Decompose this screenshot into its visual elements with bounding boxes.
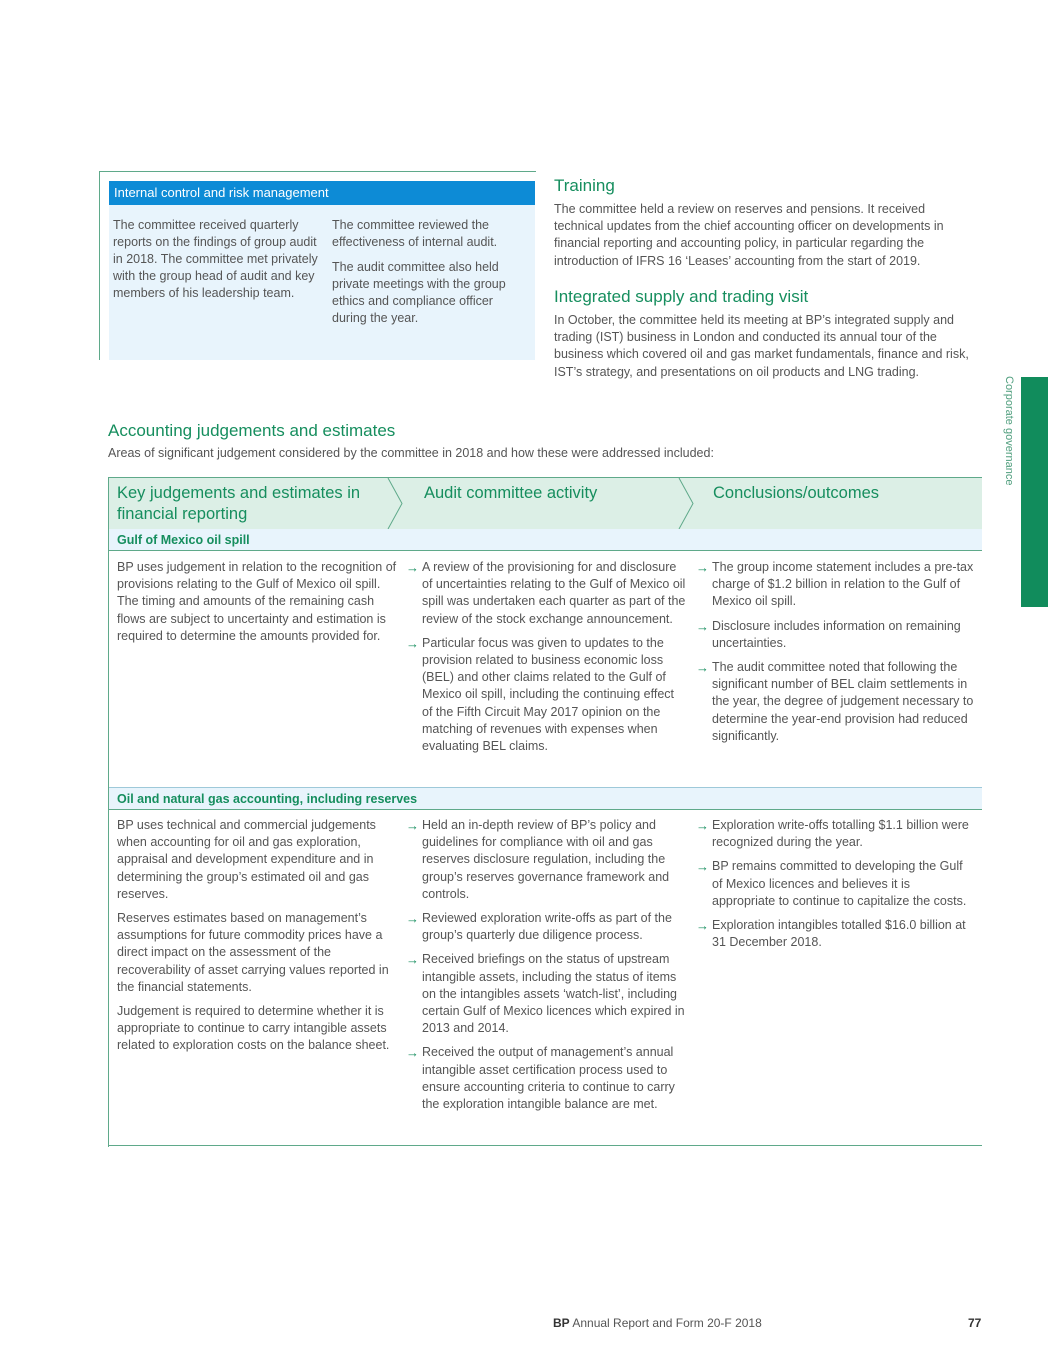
internal-control-col1 xyxy=(113,217,318,310)
arrow-right-icon: → xyxy=(696,859,709,875)
list-item: → Exploration intangibles totalled $16.0 billion at 31 December 2018. xyxy=(696,918,966,950)
activity-cell xyxy=(406,559,686,762)
section-heading: Oil and natural gas accounting, including reserves xyxy=(109,787,982,810)
internal-control-box xyxy=(99,171,536,360)
section-tab-marker xyxy=(1021,377,1048,607)
page-number: 77 xyxy=(968,1316,982,1330)
section-side-label xyxy=(999,376,1019,496)
list-item: → Reviewed exploration write-offs as part of the group’s quarterly due diligence process. xyxy=(406,911,672,943)
column-header-judgements: Key judgements and estimates in financial reporting xyxy=(117,484,361,523)
list-item: → The audit committee noted that following the significant number of BEL claim settlements in the year, the degree of judgement necessary to determine the year-end provision had reduced significantly. xyxy=(696,660,974,743)
arrow-right-icon: → xyxy=(696,818,709,833)
arrow-right-icon: → xyxy=(696,660,709,676)
list-item: → The group income statement includes a pre-tax charge of $1.2 billion in relation to the Gulf of Mexico oil spill. xyxy=(696,560,974,609)
ist-visit-text: In October, the committee held its meeting at BP’s integrated supply and trading (IST) business in London and conducted its annual tour of the business which covered oil and gas market fundamentals, finance and risk, IST’s strategy, and presentations on oil products and LNG trading. xyxy=(554,313,969,379)
list-item: → Particular focus was given to updates to the provision related to business economic loss (BEL) and other claims related to the Gulf of Mexico oil spill, including the continuing effect of the Fifth Circuit May 2017 opinion on the matching of revenues with expenses when evaluating BEL claims. xyxy=(406,635,674,754)
footer-brand: BP xyxy=(553,1316,570,1330)
table-header xyxy=(109,477,982,530)
activity-cell xyxy=(406,817,686,1120)
arrow-right-icon: → xyxy=(406,635,419,651)
paragraph: The committee received quarterly reports on the findings of group audit in 2018. The committee met privately with the group head of audit and key members of his leadership team. xyxy=(113,218,318,300)
footer-report-title: Annual Report and Form 20-F 2018 xyxy=(572,1316,762,1330)
accounting-heading: Accounting judgements and estimates xyxy=(108,421,396,440)
outcomes-cell xyxy=(696,559,976,752)
chevron-right-icon xyxy=(677,478,697,529)
outcomes-cell xyxy=(696,817,976,958)
internal-control-body xyxy=(109,205,535,360)
arrow-right-icon: → xyxy=(406,911,419,927)
paragraph: The committee reviewed the effectiveness of internal audit. xyxy=(332,218,498,249)
paragraph: BP uses technical and commercial judgements when accounting for oil and gas exploration, appraisal and development expenditure and in determining the group’s estimated oil and gas reserves. xyxy=(117,818,376,901)
chevron-right-icon xyxy=(386,478,406,529)
internal-control-col2 xyxy=(332,217,527,335)
list-item: → BP remains committed to developing the Gulf of Mexico licences and believes it is appropriate to continue to capitalize the costs. xyxy=(696,859,967,908)
list-item: → Received the output of management’s annual intangible asset certification process used to ensure accounting criteria to continue to carry the exploration intangible balance are met. xyxy=(406,1045,675,1112)
arrow-right-icon: → xyxy=(696,918,709,934)
accounting-intro: Areas of significant judgement considered by the committee in 2018 and how these were addressed included: xyxy=(108,446,714,460)
internal-control-title: Internal control and risk management xyxy=(109,181,535,205)
section-heading: Gulf of Mexico oil spill xyxy=(109,529,982,551)
arrow-right-icon: → xyxy=(406,560,419,575)
arrow-right-icon: → xyxy=(696,618,709,634)
paragraph: The audit committee also held private meetings with the group ethics and compliance officer during the year. xyxy=(332,260,506,325)
judgements-cell xyxy=(117,559,402,652)
paragraph: Reserves estimates based on management’s assumptions for future commodity prices have a direct impact on the assessment of the recoverability of asset carrying values reported in the financial statements. xyxy=(117,911,389,994)
column-header-outcomes: Conclusions/outcomes xyxy=(713,484,879,502)
arrow-right-icon: → xyxy=(406,818,419,833)
footer-title xyxy=(553,1316,762,1330)
judgements-table xyxy=(108,477,982,1147)
list-item: → Disclosure includes information on remaining uncertainties. xyxy=(696,618,961,650)
column-header-activity: Audit committee activity xyxy=(424,484,598,502)
paragraph: BP uses judgement in relation to the recognition of provisions relating to the Gulf of Mexico oil spill. The timing and amounts of the remaining cash flows are subject to uncertainty and estimation is required to determine the amounts provided for. xyxy=(117,560,397,643)
list-item: → Received briefings on the status of upstream intangible assets, including the status of items on the intangibles assets ‘watch-list’, including certain Gulf of Mexico licences which expired in 2013 and 2014. xyxy=(406,952,685,1036)
arrow-right-icon: → xyxy=(406,1045,419,1061)
side-label-text: Corporate governance xyxy=(1003,376,1015,486)
judgements-cell xyxy=(117,817,402,1062)
list-item: → Exploration write-offs totalling $1.1 billion were recognized during the year. xyxy=(696,818,969,850)
list-item: → Held an in-depth review of BP’s policy and guidelines for compliance with oil and gas reserves disclosure regulation, including the group’s reserves governance framework and controls. xyxy=(406,818,670,901)
paragraph: Judgement is required to determine whether it is appropriate to continue to carry intangible assets related to exploration costs on the balance sheet. xyxy=(117,1004,390,1053)
ist-visit-heading: Integrated supply and trading visit xyxy=(554,287,809,306)
list-item: → A review of the provisioning for and disclosure of uncertainties relating to the Gulf of Mexico oil spill was undertaken each quarter as part of the review of the stock exchange announcement. xyxy=(406,560,686,626)
arrow-right-icon: → xyxy=(406,952,419,968)
training-heading: Training xyxy=(554,176,615,195)
table-bottom-rule xyxy=(109,1145,982,1146)
training-text: The committee held a review on reserves and pensions. It received technical updates from the chief accounting officer on developments in financial reporting and accounting policy, in particular regarding the introduction of IFRS 16 ‘Leases’ accounting from the start of 2019. xyxy=(554,202,944,268)
arrow-right-icon: → xyxy=(696,560,709,575)
